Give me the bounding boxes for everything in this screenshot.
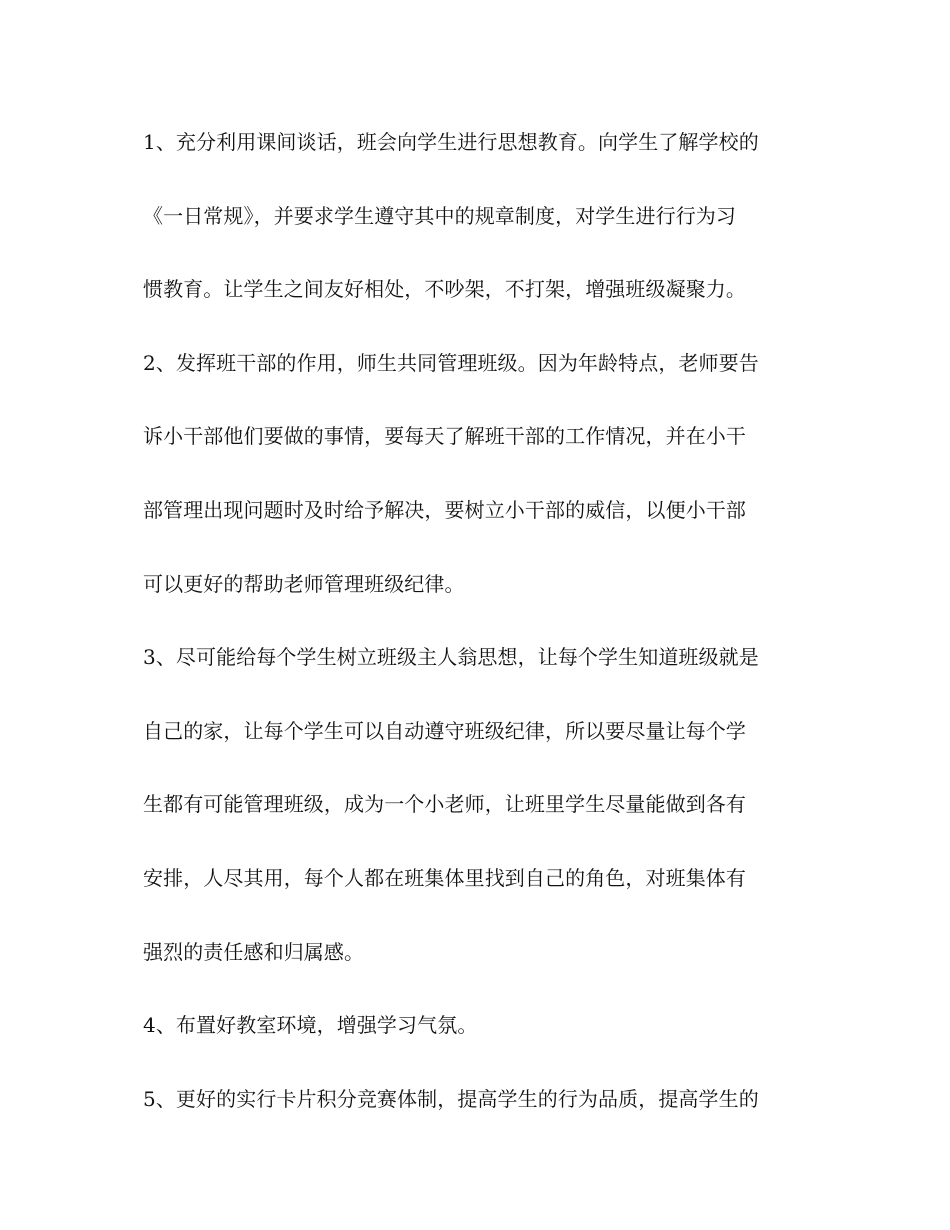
text-line: 1、充分利用课间谈话，班会向学生进行思想教育。向学生了解学校的	[143, 130, 759, 154]
document-body	[143, 106, 811, 1136]
text-line: 部管理出现问题时及时给予解决，要树立小干部的威信，以便小干部	[143, 497, 746, 522]
text-line: 诉小干部他们要做的事情，要每天了解班干部的工作情况，并在小干	[143, 424, 746, 449]
text-line: 惯教育。让学生之间友好相处，不吵架，不打架，增强班级凝聚力。	[143, 277, 746, 302]
text-line: 生都有可能管理班级，成为一个小老师，让班里学生尽量能做到各有	[143, 792, 746, 817]
text-line: 《一日常规》，并要求学生遵守其中的规章制度，对学生进行行为习	[143, 203, 736, 228]
text-line: 自己的家，让每个学生可以自动遵守班级纪律，所以要尽量让每个学	[143, 718, 746, 743]
text-line: 强烈的责任感和归属感。	[143, 939, 365, 964]
text-line: 3、尽可能给每个学生树立班级主人翁思想，让每个学生知道班级就是	[143, 645, 759, 670]
text-line: 4、布置好教室环境，增强学习气氛。	[143, 1013, 478, 1038]
text-line: 安排，人尽其用，每个人都在班集体里找到自己的角色，对班集体有	[143, 865, 746, 890]
text-line: 5、更好的实行卡片积分竞赛体制，提高学生的行为品质，提高学生的	[143, 1086, 759, 1111]
text-line: 可以更好的帮助老师管理班级纪律。	[143, 571, 465, 596]
text-line: 2、发挥班干部的作用，师生共同管理班级。因为年龄特点，老师要告	[143, 350, 759, 375]
